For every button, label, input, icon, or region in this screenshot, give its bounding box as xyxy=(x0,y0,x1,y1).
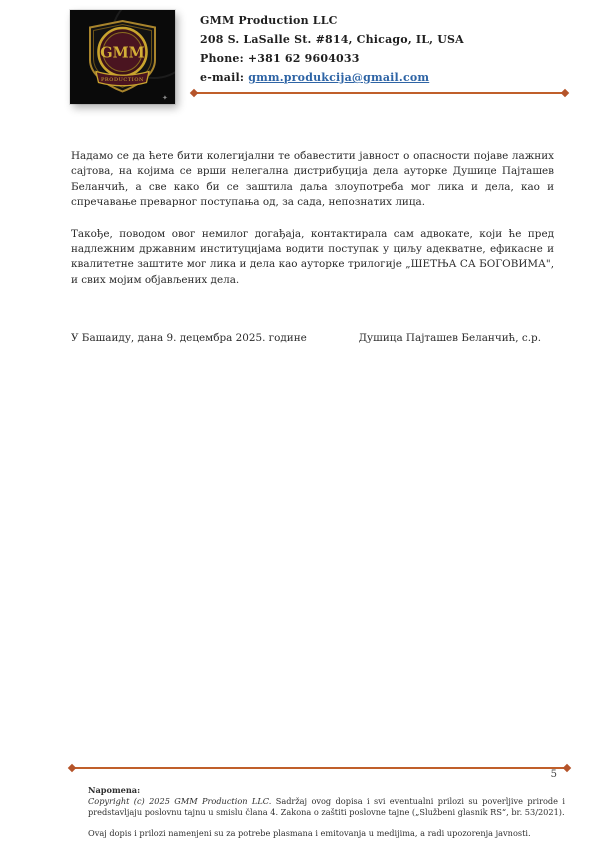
divider-diamond-right-icon xyxy=(563,764,571,772)
date-signature-row xyxy=(71,331,554,346)
divider-line xyxy=(75,767,564,769)
divider-diamond-right-icon xyxy=(561,89,569,97)
footer-divider xyxy=(69,764,570,772)
logo-monogram: GMM xyxy=(100,44,145,62)
paragraph-2: Такође, поводом овог немилог догађаја, контактирала сам адвокате, који ће пред надлежним државним институцијама водити поступак у циљу адекватне, ефикасне и квалитетне заштите мог лика и дела као ауторке трилогије „ШЕТЊА СА БОГОВИМА", и свих мојим објављених дела. xyxy=(71,227,554,286)
logo-sparkle-icon: ✦ xyxy=(162,94,168,102)
signature: Душица Пајташев Беланчић, с.р. xyxy=(358,332,541,345)
company-email-line xyxy=(200,68,464,87)
header-divider xyxy=(191,89,568,97)
footer-notes xyxy=(88,785,565,839)
media-note: Ovaj dopis i prilozi namenjeni su za potrebe plasmana i emitovanja u medijima, a radi upozorenja javnosti. xyxy=(88,828,531,838)
letter-body xyxy=(71,149,554,347)
page-number: 5 xyxy=(550,769,557,780)
note-label: Napomena: xyxy=(88,785,141,795)
company-info xyxy=(200,11,464,87)
logo-banner-text: PRODUCTION xyxy=(100,76,145,83)
copyright-italic: Copyright (c) 2025 GMM Production LLC. xyxy=(88,796,272,806)
copyright-rest: Sadržaj ovog dopisa i svi eventualni prilozi su poverljive prirode i predstavljaju poslovnu tajnu u smislu člana 4. Zakona o zaštiti poslovne tajne („Službeni glasnik RS“, br. 53/2021). xyxy=(88,796,565,817)
copyright-note xyxy=(88,796,565,818)
email-link[interactable]: gmm.produkcija@gmail.com xyxy=(248,71,430,84)
paragraph-1: Надамо се да ћете бити колегијални те обавестити јавност о опасности појаве лажних сајтова, на којима се врши нелегална дистрибуција дела ауторке Душице Пајташев Беланчић, а све како би се заштила даља злоупотреба мог лика и дела, као и спречавање преварног поступања од, за сада, непознатих лица. xyxy=(71,150,554,209)
company-logo xyxy=(70,10,175,104)
divider-diamond-left-icon xyxy=(68,764,76,772)
company-address: 208 S. LaSalle St. #814, Chicago, IL, USA xyxy=(200,33,464,46)
gmm-shield-logo-icon xyxy=(70,10,175,104)
email-label: e-mail: xyxy=(200,71,249,84)
company-phone: Phone: +381 62 9604033 xyxy=(200,52,360,65)
date-place: У Башаиду, дана 9. децембра 2025. године xyxy=(71,332,307,345)
divider-line xyxy=(197,92,562,94)
company-name: GMM Production LLC xyxy=(200,14,338,27)
divider-diamond-left-icon xyxy=(190,89,198,97)
